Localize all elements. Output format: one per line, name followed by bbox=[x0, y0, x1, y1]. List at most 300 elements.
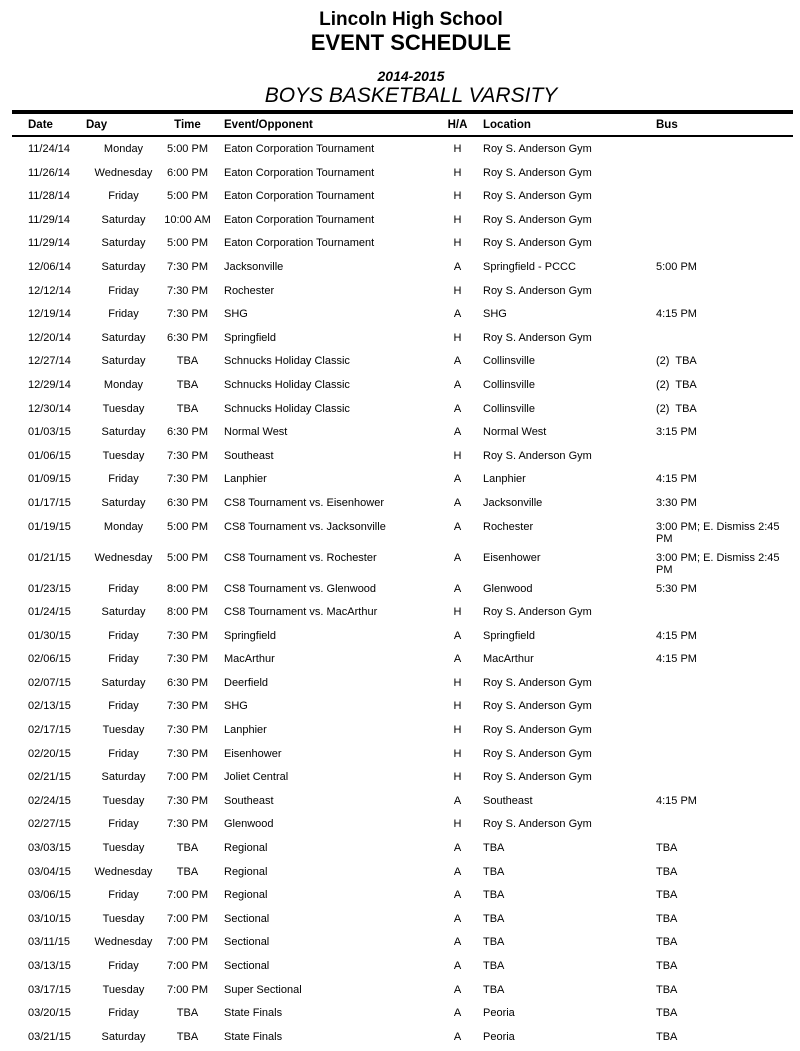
cell-event: Jacksonville bbox=[224, 260, 284, 273]
cell-bus: (2) TBA bbox=[656, 402, 697, 415]
cell-location: Glenwood bbox=[483, 582, 533, 595]
cell-location: TBA bbox=[483, 912, 505, 925]
cell-day: Friday bbox=[108, 960, 139, 972]
schedule-row bbox=[0, 836, 800, 860]
cell-event: Southeast bbox=[224, 794, 274, 807]
cell-ha: A bbox=[453, 912, 462, 925]
cell-location: Roy S. Anderson Gym bbox=[483, 676, 592, 689]
cell-event: Eaton Corporation Tournament bbox=[224, 166, 375, 179]
cell-event: CS8 Tournament vs. Jacksonville bbox=[224, 520, 386, 533]
cell-date: 01/03/15 bbox=[28, 426, 71, 439]
cell-day: Tuesday bbox=[102, 912, 145, 925]
schedule-row bbox=[0, 671, 800, 695]
schedule-row bbox=[0, 577, 800, 601]
cell-ha: A bbox=[453, 842, 462, 855]
cell-day: Friday bbox=[108, 629, 139, 642]
cell-day: Friday bbox=[108, 473, 139, 486]
cell-ha: A bbox=[453, 426, 462, 439]
cell-day: Saturday bbox=[101, 331, 146, 344]
col-header-event: Event/Opponent bbox=[224, 119, 313, 131]
cell-time: 7:00 PM bbox=[167, 936, 208, 949]
cell-time: 7:30 PM bbox=[167, 449, 208, 462]
cell-time: 7:00 PM bbox=[167, 983, 208, 996]
cell-ha: H bbox=[453, 818, 462, 831]
cell-bus: (2) TBA bbox=[656, 355, 697, 368]
cell-event: Normal West bbox=[224, 426, 288, 439]
schedule-row bbox=[0, 883, 800, 907]
cell-event: Deerfield bbox=[224, 676, 269, 689]
team-label: BOYS BASKETBALL VARSITY bbox=[264, 84, 558, 107]
cell-event: Lanphier bbox=[224, 473, 267, 486]
cell-day: Wednesday bbox=[94, 551, 153, 564]
cell-date: 03/11/15 bbox=[28, 936, 71, 949]
cell-ha: A bbox=[453, 936, 462, 949]
cell-event: CS8 Tournament vs. Rochester bbox=[224, 551, 377, 564]
cell-location: Roy S. Anderson Gym bbox=[483, 724, 592, 737]
cell-date: 03/03/15 bbox=[28, 842, 71, 855]
cell-event: Springfield bbox=[224, 331, 276, 344]
cell-event: Glenwood bbox=[224, 818, 274, 831]
cell-bus bbox=[650, 694, 790, 700]
cell-bus: TBA bbox=[656, 889, 678, 902]
cell-time: 10:00 AM bbox=[164, 213, 211, 226]
schedule-row bbox=[0, 161, 800, 185]
cell-day: Saturday bbox=[101, 237, 146, 250]
cell-date: 01/24/15 bbox=[28, 606, 71, 619]
cell-date: 02/07/15 bbox=[28, 676, 71, 689]
cell-event: SHG bbox=[224, 700, 248, 713]
school-name: Lincoln High School bbox=[319, 9, 503, 30]
cell-bus: TBA bbox=[656, 983, 678, 996]
schedule-row bbox=[0, 1001, 800, 1025]
season-label: 2014-2015 bbox=[377, 68, 445, 84]
cell-event: Sectional bbox=[224, 960, 270, 972]
schedule-row bbox=[0, 647, 800, 671]
cell-bus: 3:00 PM; E. Dismiss 2:45 PM bbox=[656, 551, 783, 576]
cell-ha: H bbox=[453, 190, 462, 203]
cell-day: Friday bbox=[108, 700, 139, 713]
cell-ha: H bbox=[453, 166, 462, 179]
cell-ha: A bbox=[453, 1007, 462, 1020]
col-header-time: Time bbox=[174, 119, 201, 131]
cell-day: Friday bbox=[108, 284, 139, 297]
cell-day: Monday bbox=[103, 378, 144, 391]
schedule-row bbox=[0, 624, 800, 648]
cell-time: TBA bbox=[176, 865, 199, 878]
cell-bus: 3:15 PM bbox=[656, 426, 697, 439]
schedule-row bbox=[0, 255, 800, 279]
cell-day: Tuesday bbox=[102, 449, 145, 462]
schedule-row bbox=[0, 491, 800, 515]
schedule-row bbox=[0, 373, 800, 397]
cell-location: Eisenhower bbox=[483, 551, 541, 564]
cell-bus bbox=[650, 137, 790, 143]
cell-ha: A bbox=[453, 355, 462, 368]
cell-event: CS8 Tournament vs. MacArthur bbox=[224, 606, 378, 619]
schedule-row bbox=[0, 907, 800, 931]
cell-date: 01/06/15 bbox=[28, 449, 71, 462]
cell-event: CS8 Tournament vs. Glenwood bbox=[224, 582, 377, 595]
cell-location: Southeast bbox=[483, 794, 533, 807]
cell-location: Collinsville bbox=[483, 402, 535, 415]
cell-ha: A bbox=[453, 402, 462, 415]
cell-bus bbox=[650, 671, 790, 677]
schedule-row bbox=[0, 742, 800, 766]
cell-event: CS8 Tournament vs. Eisenhower bbox=[224, 496, 384, 509]
cell-event: Eaton Corporation Tournament bbox=[224, 190, 375, 203]
schedule-row bbox=[0, 1025, 800, 1049]
cell-bus: TBA bbox=[656, 936, 678, 949]
cell-bus: 5:00 PM bbox=[656, 260, 697, 273]
cell-time: TBA bbox=[176, 355, 199, 368]
cell-date: 11/28/14 bbox=[28, 190, 71, 203]
cell-date: 11/29/14 bbox=[28, 213, 71, 226]
cell-ha: A bbox=[453, 582, 462, 595]
cell-location: Peoria bbox=[483, 1030, 515, 1043]
cell-time: 6:30 PM bbox=[167, 676, 208, 689]
cell-location: Roy S. Anderson Gym bbox=[483, 700, 592, 713]
cell-event: Eisenhower bbox=[224, 747, 282, 760]
cell-time: 6:30 PM bbox=[167, 331, 208, 344]
schedule-row bbox=[0, 546, 800, 577]
cell-bus bbox=[650, 718, 790, 724]
cell-bus bbox=[650, 184, 790, 190]
col-header-location: Location bbox=[483, 119, 531, 131]
cell-day: Saturday bbox=[101, 426, 146, 439]
cell-location: Roy S. Anderson Gym bbox=[483, 606, 592, 619]
cell-day: Tuesday bbox=[102, 794, 145, 807]
cell-location: Collinsville bbox=[483, 355, 535, 368]
schedule-row bbox=[0, 137, 800, 161]
cell-date: 03/21/15 bbox=[28, 1030, 71, 1043]
cell-event: Eaton Corporation Tournament bbox=[224, 143, 375, 155]
cell-event: State Finals bbox=[224, 1030, 283, 1043]
cell-bus bbox=[650, 208, 790, 214]
page-title: EVENT SCHEDULE bbox=[310, 30, 512, 55]
cell-ha: H bbox=[453, 213, 462, 226]
cell-location: Roy S. Anderson Gym bbox=[483, 213, 592, 226]
cell-location: Lanphier bbox=[483, 473, 526, 486]
cell-date: 02/17/15 bbox=[28, 724, 71, 737]
cell-event: Rochester bbox=[224, 284, 275, 297]
cell-time: 7:30 PM bbox=[167, 794, 208, 807]
cell-ha: H bbox=[453, 724, 462, 737]
cell-date: 11/24/14 bbox=[28, 143, 71, 155]
cell-date: 02/20/15 bbox=[28, 747, 71, 760]
cell-location: Collinsville bbox=[483, 378, 535, 391]
cell-bus: 4:15 PM bbox=[656, 308, 697, 321]
schedule-row bbox=[0, 208, 800, 232]
cell-location: TBA bbox=[483, 936, 505, 949]
schedule-row bbox=[0, 860, 800, 884]
schedule-row bbox=[0, 467, 800, 491]
cell-day: Friday bbox=[108, 308, 139, 321]
cell-ha: H bbox=[453, 284, 462, 297]
cell-time: 6:30 PM bbox=[167, 496, 208, 509]
cell-bus: 3:30 PM bbox=[656, 496, 697, 509]
cell-date: 12/12/14 bbox=[28, 284, 71, 297]
cell-event: Super Sectional bbox=[224, 983, 302, 996]
cell-ha: A bbox=[453, 889, 462, 902]
cell-date: 12/29/14 bbox=[28, 378, 71, 391]
schedule-row bbox=[0, 789, 800, 813]
cell-event: State Finals bbox=[224, 1007, 283, 1020]
cell-ha: A bbox=[453, 551, 462, 564]
cell-date: 01/09/15 bbox=[28, 473, 71, 486]
cell-event: MacArthur bbox=[224, 653, 275, 666]
cell-time: 5:00 PM bbox=[167, 520, 208, 533]
schedule-row bbox=[0, 184, 800, 208]
cell-event: Schnucks Holiday Classic bbox=[224, 355, 350, 368]
cell-bus: 4:15 PM bbox=[656, 629, 697, 642]
cell-day: Friday bbox=[108, 582, 139, 595]
cell-date: 02/24/15 bbox=[28, 794, 71, 807]
cell-time: 8:00 PM bbox=[167, 582, 208, 595]
cell-ha: H bbox=[453, 449, 462, 462]
cell-day: Saturday bbox=[101, 676, 146, 689]
cell-bus: TBA bbox=[656, 960, 678, 972]
cell-day: Saturday bbox=[101, 1030, 146, 1043]
cell-time: 7:00 PM bbox=[167, 771, 208, 784]
cell-day: Wednesday bbox=[94, 936, 153, 949]
cell-time: 5:00 PM bbox=[167, 190, 208, 203]
cell-day: Saturday bbox=[101, 260, 146, 273]
col-header-ha: H/A bbox=[447, 119, 468, 131]
schedule-row bbox=[0, 600, 800, 624]
schedule-row bbox=[0, 930, 800, 954]
schedule-row bbox=[0, 349, 800, 373]
cell-ha: A bbox=[453, 496, 462, 509]
cell-ha: A bbox=[453, 983, 462, 996]
cell-location: Roy S. Anderson Gym bbox=[483, 143, 592, 155]
cell-ha: H bbox=[453, 676, 462, 689]
cell-date: 01/21/15 bbox=[28, 551, 71, 564]
cell-location: Jacksonville bbox=[483, 496, 543, 509]
cell-day: Friday bbox=[108, 747, 139, 760]
cell-event: Eaton Corporation Tournament bbox=[224, 237, 375, 250]
cell-ha: A bbox=[453, 865, 462, 878]
cell-bus: TBA bbox=[656, 842, 678, 855]
cell-event: Schnucks Holiday Classic bbox=[224, 378, 350, 391]
cell-bus bbox=[650, 444, 790, 450]
cell-bus: 4:15 PM bbox=[656, 473, 697, 486]
schedule-row bbox=[0, 515, 800, 546]
cell-location: Springfield - PCCC bbox=[483, 260, 576, 273]
cell-date: 03/06/15 bbox=[28, 889, 71, 902]
cell-location: TBA bbox=[483, 889, 505, 902]
cell-time: 7:30 PM bbox=[167, 700, 208, 713]
cell-location: MacArthur bbox=[483, 653, 534, 666]
schedule-row bbox=[0, 954, 800, 978]
cell-day: Monday bbox=[103, 520, 144, 533]
cell-day: Tuesday bbox=[102, 842, 145, 855]
cell-event: SHG bbox=[224, 308, 248, 321]
cell-location: TBA bbox=[483, 842, 505, 855]
schedule-row bbox=[0, 718, 800, 742]
cell-time: 7:00 PM bbox=[167, 912, 208, 925]
cell-day: Friday bbox=[108, 653, 139, 666]
cell-ha: A bbox=[453, 629, 462, 642]
cell-location: Rochester bbox=[483, 520, 534, 533]
cell-ha: A bbox=[453, 653, 462, 666]
cell-bus: TBA bbox=[656, 912, 678, 925]
cell-time: 6:00 PM bbox=[167, 166, 208, 179]
cell-date: 12/19/14 bbox=[28, 308, 71, 321]
cell-date: 01/30/15 bbox=[28, 629, 71, 642]
cell-location: Roy S. Anderson Gym bbox=[483, 449, 592, 462]
cell-ha: H bbox=[453, 700, 462, 713]
cell-location: Roy S. Anderson Gym bbox=[483, 190, 592, 203]
cell-time: 7:30 PM bbox=[167, 653, 208, 666]
cell-ha: A bbox=[453, 1030, 462, 1043]
cell-date: 03/20/15 bbox=[28, 1007, 71, 1020]
cell-event: Joliet Central bbox=[224, 771, 289, 784]
cell-location: Roy S. Anderson Gym bbox=[483, 747, 592, 760]
cell-bus bbox=[650, 161, 790, 167]
cell-bus: 3:00 PM; E. Dismiss 2:45 PM bbox=[656, 520, 783, 545]
cell-date: 02/21/15 bbox=[28, 771, 71, 784]
cell-bus bbox=[650, 765, 790, 771]
cell-time: TBA bbox=[176, 1030, 199, 1043]
cell-bus: TBA bbox=[656, 865, 678, 878]
cell-ha: A bbox=[453, 308, 462, 321]
cell-day: Wednesday bbox=[94, 865, 153, 878]
cell-time: 5:00 PM bbox=[167, 237, 208, 250]
cell-location: TBA bbox=[483, 983, 505, 996]
cell-day: Friday bbox=[108, 190, 139, 203]
cell-time: 7:30 PM bbox=[167, 308, 208, 321]
cell-event: Eaton Corporation Tournament bbox=[224, 213, 375, 226]
cell-time: 7:30 PM bbox=[167, 284, 208, 297]
cell-location: Roy S. Anderson Gym bbox=[483, 331, 592, 344]
cell-date: 03/13/15 bbox=[28, 960, 71, 972]
cell-event: Springfield bbox=[224, 629, 276, 642]
cell-location: Roy S. Anderson Gym bbox=[483, 284, 592, 297]
schedule-row bbox=[0, 978, 800, 1002]
cell-location: Roy S. Anderson Gym bbox=[483, 818, 592, 831]
cell-ha: H bbox=[453, 237, 462, 250]
cell-bus bbox=[650, 326, 790, 332]
cell-date: 01/19/15 bbox=[28, 520, 71, 533]
cell-date: 01/23/15 bbox=[28, 582, 71, 595]
cell-bus: TBA bbox=[656, 1007, 678, 1020]
cell-location: Roy S. Anderson Gym bbox=[483, 166, 592, 179]
cell-day: Friday bbox=[108, 889, 139, 902]
cell-location: Roy S. Anderson Gym bbox=[483, 771, 592, 784]
schedule-row bbox=[0, 302, 800, 326]
cell-event: Regional bbox=[224, 889, 268, 902]
cell-location: SHG bbox=[483, 308, 507, 321]
cell-event: Schnucks Holiday Classic bbox=[224, 402, 350, 415]
schedule-body bbox=[0, 137, 800, 1048]
cell-location: Roy S. Anderson Gym bbox=[483, 237, 592, 250]
cell-day: Friday bbox=[108, 1007, 139, 1020]
schedule-row bbox=[0, 694, 800, 718]
cell-time: 7:00 PM bbox=[167, 960, 208, 972]
cell-bus: 5:30 PM bbox=[656, 582, 697, 595]
cell-bus: (2) TBA bbox=[656, 378, 697, 391]
cell-day: Saturday bbox=[101, 213, 146, 226]
cell-bus bbox=[650, 600, 790, 606]
cell-ha: H bbox=[453, 143, 462, 155]
cell-location: Peoria bbox=[483, 1007, 515, 1020]
cell-ha: H bbox=[453, 331, 462, 344]
cell-day: Saturday bbox=[101, 355, 146, 368]
cell-day: Tuesday bbox=[102, 402, 145, 415]
cell-time: 7:00 PM bbox=[167, 889, 208, 902]
cell-date: 12/27/14 bbox=[28, 355, 71, 368]
col-header-day: Day bbox=[86, 119, 108, 131]
schedule-header bbox=[0, 114, 800, 135]
cell-ha: A bbox=[453, 260, 462, 273]
cell-bus: 4:15 PM bbox=[656, 794, 697, 807]
cell-time: 5:00 PM bbox=[167, 551, 208, 564]
cell-event: Regional bbox=[224, 842, 268, 855]
cell-date: 02/06/15 bbox=[28, 653, 71, 666]
cell-ha: A bbox=[453, 378, 462, 391]
cell-bus: 4:15 PM bbox=[656, 653, 697, 666]
cell-time: TBA bbox=[176, 842, 199, 855]
schedule-row bbox=[0, 765, 800, 789]
cell-location: Springfield bbox=[483, 629, 535, 642]
cell-event: Regional bbox=[224, 865, 268, 878]
cell-date: 11/29/14 bbox=[28, 237, 71, 250]
cell-day: Saturday bbox=[101, 771, 146, 784]
cell-event: Southeast bbox=[224, 449, 274, 462]
cell-date: 03/10/15 bbox=[28, 912, 71, 925]
cell-day: Saturday bbox=[101, 496, 146, 509]
schedule-row bbox=[0, 397, 800, 421]
cell-ha: A bbox=[453, 960, 462, 972]
cell-date: 12/20/14 bbox=[28, 331, 71, 344]
cell-day: Tuesday bbox=[102, 983, 145, 996]
cell-time: 7:30 PM bbox=[167, 818, 208, 831]
col-header-bus: Bus bbox=[656, 119, 678, 131]
cell-time: 5:00 PM bbox=[167, 143, 208, 155]
cell-time: 7:30 PM bbox=[167, 473, 208, 486]
cell-time: 6:30 PM bbox=[167, 426, 208, 439]
cell-date: 03/04/15 bbox=[28, 865, 71, 878]
cell-date: 12/30/14 bbox=[28, 402, 71, 415]
cell-bus bbox=[650, 742, 790, 748]
cell-event: Sectional bbox=[224, 912, 270, 925]
cell-date: 11/26/14 bbox=[28, 166, 71, 179]
cell-ha: H bbox=[453, 747, 462, 760]
schedule-row bbox=[0, 279, 800, 303]
schedule-row bbox=[0, 326, 800, 350]
cell-ha: H bbox=[453, 606, 462, 619]
cell-date: 12/06/14 bbox=[28, 260, 71, 273]
cell-date: 03/17/15 bbox=[28, 983, 71, 996]
cell-time: 7:30 PM bbox=[167, 724, 208, 737]
cell-location: TBA bbox=[483, 960, 505, 972]
cell-bus bbox=[650, 812, 790, 818]
cell-ha: H bbox=[453, 771, 462, 784]
cell-bus bbox=[650, 279, 790, 285]
cell-ha: A bbox=[453, 473, 462, 486]
cell-day: Monday bbox=[103, 143, 144, 155]
cell-day: Wednesday bbox=[94, 166, 153, 179]
schedule-row bbox=[0, 231, 800, 255]
cell-time: 8:00 PM bbox=[167, 606, 208, 619]
cell-day: Tuesday bbox=[102, 724, 145, 737]
cell-day: Friday bbox=[108, 818, 139, 831]
schedule-row bbox=[0, 812, 800, 836]
col-header-date: Date bbox=[28, 119, 53, 131]
cell-ha: A bbox=[453, 520, 462, 533]
cell-day: Saturday bbox=[101, 606, 146, 619]
cell-bus: TBA bbox=[656, 1030, 678, 1043]
